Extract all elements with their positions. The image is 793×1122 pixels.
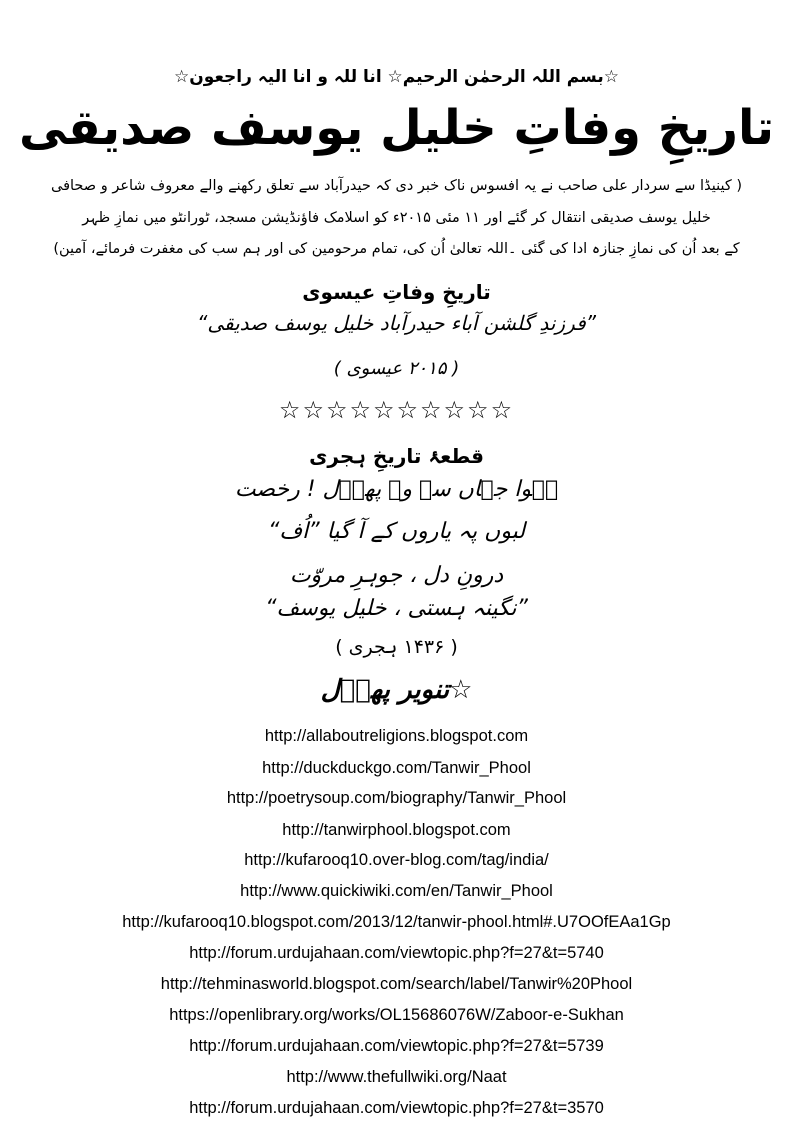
verse-line: لبوں پہ یاروں کے آ گیا ”اُف“ bbox=[267, 519, 526, 544]
link-poetrysoup[interactable]: http://poetrysoup.com/biography/Tanwir_Phool bbox=[226, 789, 567, 807]
hijri-heading: قطعۂ تاریخِ ہجری bbox=[309, 444, 484, 468]
link-urdujahaan-5739[interactable]: http://forum.urdujahaan.com/viewtopic.php?f=27&t=5739 bbox=[189, 1037, 604, 1055]
link-kufarooq-blogspot[interactable]: http://kufarooq10.blogspot.com/2013/12/tanwir-phool.html#.U7OOfEAa1Gp bbox=[122, 913, 671, 931]
intro-line-3: کے بعد اُن کی نمازِ جنازہ ادا کی گئی ۔اللہ تعالیٰ اُن کی، تمام مرحومین کی اور ہم سب کی مغفرت فرمائے، آمین) bbox=[53, 241, 740, 257]
link-kufarooq-overblog[interactable]: http://kufarooq10.over-blog.com/tag/india/ bbox=[244, 851, 549, 869]
verse-line: ”نگینہ ہستی ، خلیل یوسف“ bbox=[265, 596, 528, 621]
basmala-line: ☆بسم اللہ الرحمٰن الرحیم☆ انا للہ و انا الیہ راجعون☆ bbox=[174, 67, 619, 87]
hijri-year: ( ۱۴۳۶ ہجری ) bbox=[335, 636, 458, 658]
intro-line-2: خلیل یوسف صدیقی انتقال کر گئے اور ۱۱ مئی ۲۰۱۵ء کو اسلامک فاؤنڈیشن مسجد، ٹورانٹو میں نمازِ ظہر bbox=[82, 210, 711, 226]
gregorian-chronogram: ”فرزندِ گلشن آباء حیدرآباد خلیل یوسف صدیقی“ bbox=[196, 311, 597, 335]
gregorian-year: ( ۲۰۱۵ عیسوی ) bbox=[333, 358, 460, 379]
link-openlibrary[interactable]: https://openlibrary.org/works/OL15686076W/Zaboor-e-Sukhan bbox=[169, 1006, 624, 1024]
gregorian-heading: تاریخِ وفاتِ عیسوی bbox=[302, 280, 491, 304]
author-signature: ☆تنویر پھوؔل bbox=[320, 675, 473, 705]
link-duckduckgo[interactable]: http://duckduckgo.com/Tanwir_Phool bbox=[262, 759, 531, 777]
link-tanwirphool-blog[interactable]: http://tanwirphool.blogspot.com bbox=[282, 821, 511, 839]
link-urdujahaan-3570[interactable]: http://forum.urdujahaan.com/viewtopic.php?f=27&t=3570 bbox=[189, 1099, 604, 1117]
link-tehminasworld[interactable]: http://tehminasworld.blogspot.com/search/label/Tanwir%20Phool bbox=[160, 975, 633, 993]
intro-line-1: ( کینیڈا سے سردار علی صاحب نے یہ افسوس ناک خبر دی کہ حیدرآباد سے تعلق رکھنے والے معروف شاعر و صحافی bbox=[51, 178, 742, 194]
link-thefullwiki[interactable]: http://www.thefullwiki.org/Naat bbox=[286, 1068, 507, 1086]
star-divider: ☆☆☆☆☆☆☆☆☆☆ bbox=[278, 396, 515, 424]
link-allaboutreligions[interactable]: http://allaboutreligions.blogspot.com bbox=[264, 727, 529, 745]
link-urdujahaan-5740[interactable]: http://forum.urdujahaan.com/viewtopic.php?f=27&t=5740 bbox=[189, 944, 604, 962]
verse-line: ہُوا جہاں سے وہ پھوؔل ! رخصت bbox=[234, 477, 559, 502]
link-quickiwiki[interactable]: http://www.quickiwiki.com/en/Tanwir_Phool bbox=[240, 882, 553, 900]
page-title: تاریخِ وفاتِ خلیل یوسف صدیقی bbox=[18, 100, 774, 156]
verse-line: درونِ دل ، جوہرِ مروّت bbox=[289, 563, 504, 588]
